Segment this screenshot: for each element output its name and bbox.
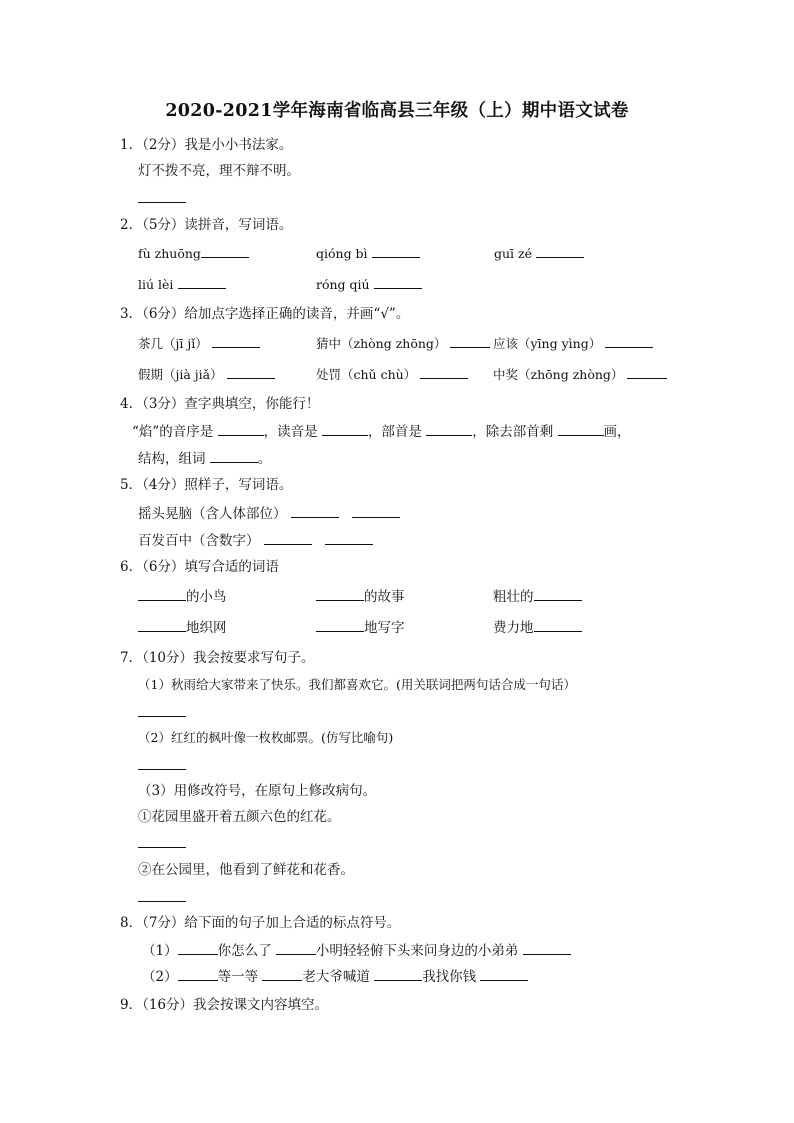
q2-pinyin: guī zé — [494, 246, 533, 261]
q2-pinyin: qióng bì — [316, 246, 368, 261]
q6-word: 地织网 — [186, 620, 227, 636]
q6-item — [138, 588, 227, 606]
answer-blank[interactable] — [212, 335, 260, 348]
q4-text: “焰”的音序是 — [132, 424, 214, 440]
answer-blank[interactable] — [218, 423, 264, 436]
answer-blank[interactable] — [558, 423, 604, 436]
q4-text: 。 — [257, 451, 272, 467]
answer-blank[interactable] — [534, 619, 582, 632]
q5-prompt: 摇头晃脑（含人体部位） — [138, 506, 287, 522]
answer-blank[interactable] — [262, 968, 302, 981]
q8-text: 等一等 — [217, 969, 259, 985]
answer-blank[interactable] — [178, 276, 226, 289]
answer-blank[interactable] — [325, 532, 373, 545]
q6-item — [138, 619, 227, 637]
q6-item — [316, 619, 405, 637]
q4-line1 — [132, 423, 631, 441]
q2-item[interactable] — [138, 276, 226, 294]
q2-header: 2．（5分）读拼音，写词语。 — [120, 217, 293, 233]
answer-blank[interactable] — [210, 450, 258, 463]
answer-blank[interactable] — [316, 619, 364, 632]
q3-word: 处罚（chǔ chù） — [316, 367, 417, 382]
q8-row2 — [142, 968, 528, 986]
q8-text: 老大爷喊道 — [302, 969, 370, 985]
q8-text: 你怎么了 — [217, 943, 272, 959]
q5-line1 — [138, 505, 400, 523]
answer-blank[interactable] — [276, 942, 316, 955]
q6-word: 粗壮的 — [493, 589, 534, 605]
answer-blank[interactable] — [420, 366, 468, 379]
q6-item — [493, 588, 582, 606]
q2-item[interactable] — [316, 276, 422, 294]
q7-answer-blank[interactable] — [138, 889, 186, 907]
q8-header: 8．（7分）给下面的句子加上合适的标点符号。 — [120, 915, 401, 931]
q2-pinyin: liú lèi — [138, 277, 174, 292]
q3-word: 应该（yīng yìng） — [493, 336, 602, 351]
answer-blank[interactable] — [480, 968, 528, 981]
answer-blank[interactable] — [627, 366, 667, 379]
q1-header: 1．（2分）我是小小书法家。 — [120, 137, 293, 153]
answer-blank[interactable] — [264, 532, 312, 545]
q6-item — [493, 619, 582, 637]
answer-blank[interactable] — [374, 968, 422, 981]
answer-blank[interactable] — [138, 588, 186, 601]
q4-text: ，除去部首剩 — [472, 424, 554, 440]
q3-word: 茶几（jī jǐ） — [138, 336, 208, 351]
answer-blank[interactable] — [605, 335, 653, 348]
q7-header: 7．（10分）我会按要求写句子。 — [120, 650, 315, 666]
q4-text: ，部首是 — [367, 424, 422, 440]
q3-item[interactable] — [493, 335, 653, 353]
q5-prompt: 百发百中（含数字） — [138, 533, 260, 549]
q2-pinyin: róng qiú — [316, 277, 370, 292]
answer-blank[interactable] — [534, 588, 582, 601]
q7-sub2: （2）红红的枫叶像一枚枚邮票。(仿写比喻句) — [138, 730, 394, 745]
answer-blank[interactable] — [523, 942, 571, 955]
answer-blank[interactable] — [227, 366, 275, 379]
answer-blank[interactable] — [372, 245, 420, 258]
q8-text: 我找你钱 — [422, 969, 477, 985]
answer-blank[interactable] — [316, 588, 364, 601]
answer-blank[interactable] — [178, 968, 218, 981]
answer-blank[interactable] — [138, 619, 186, 632]
q3-header: 3．（6分）给加点字选择正确的读音，并画“√”。 — [120, 306, 410, 322]
q4-text: ，读音是 — [263, 424, 318, 440]
q2-pinyin: fù zhuōng — [138, 246, 201, 261]
answer-blank[interactable] — [450, 335, 490, 348]
q7-sub3: （3）用修改符号，在原句上修改病句。 — [138, 783, 377, 799]
q3-word: 假期（jià jiǎ） — [138, 367, 223, 382]
q2-item[interactable] — [138, 245, 249, 263]
q8-text: 小明轻轻俯下头来问身边的小弟弟 — [315, 943, 519, 959]
q1-text: 灯不拨不亮，理不辩不明。 — [138, 163, 300, 179]
q8-label: （2） — [142, 969, 178, 985]
q7-sub1: （1）秋雨给大家带来了快乐。我们都喜欢它。(用关联词把两句话合成一句话） — [138, 677, 576, 692]
answer-blank[interactable] — [322, 423, 368, 436]
q7-answer-blank[interactable] — [138, 704, 186, 722]
answer-blank[interactable] — [352, 505, 400, 518]
q5-line2 — [138, 532, 373, 550]
q6-word: 的故事 — [364, 589, 405, 605]
q9-header: 9．（16分）我会按课文内容填空。 — [120, 997, 329, 1013]
q6-word: 的小鸟 — [186, 589, 227, 605]
q2-item[interactable] — [316, 245, 420, 263]
answer-blank[interactable] — [536, 245, 584, 258]
answer-blank[interactable] — [201, 245, 249, 258]
q4-line2 — [138, 450, 271, 468]
q4-text: 画， — [603, 424, 631, 440]
q6-word: 费力地 — [493, 620, 534, 636]
q7-sentence1: ①花园里盛开着五颜六色的红花。 — [138, 809, 341, 825]
q3-item[interactable] — [138, 366, 275, 384]
q8-row1 — [142, 942, 571, 960]
answer-blank[interactable] — [178, 942, 218, 955]
q1-answer-blank[interactable] — [138, 190, 186, 208]
q3-item[interactable] — [316, 366, 468, 384]
q8-label: （1） — [142, 943, 178, 959]
q4-header: 4．（3分）查字典填空，你能行！ — [120, 396, 320, 412]
q5-header: 5．（4分）照样子，写词语。 — [120, 477, 293, 493]
answer-blank[interactable] — [374, 276, 422, 289]
q6-item — [316, 588, 405, 606]
page-title: 2020-2021学年海南省临高县三年级（上）期中语文试卷 — [165, 101, 629, 121]
q6-word: 地写字 — [364, 620, 405, 636]
q4-text: 结构，组词 — [138, 451, 206, 467]
answer-blank[interactable] — [426, 423, 472, 436]
q2-item[interactable] — [494, 245, 584, 263]
q3-item[interactable] — [138, 335, 260, 353]
q7-sentence2: ②在公园里，他看到了鲜花和花香。 — [138, 862, 354, 878]
q3-word: 猜中（zhòng zhōng） — [316, 336, 447, 351]
q7-answer-blank[interactable] — [138, 835, 186, 853]
q3-item[interactable] — [316, 335, 490, 353]
q7-answer-blank[interactable] — [138, 757, 186, 775]
answer-blank[interactable] — [291, 505, 339, 518]
q3-word: 中奖（zhōng zhòng） — [493, 367, 624, 382]
q3-item[interactable] — [493, 366, 667, 384]
q6-header: 6．（6分）填写合适的词语 — [120, 559, 279, 575]
